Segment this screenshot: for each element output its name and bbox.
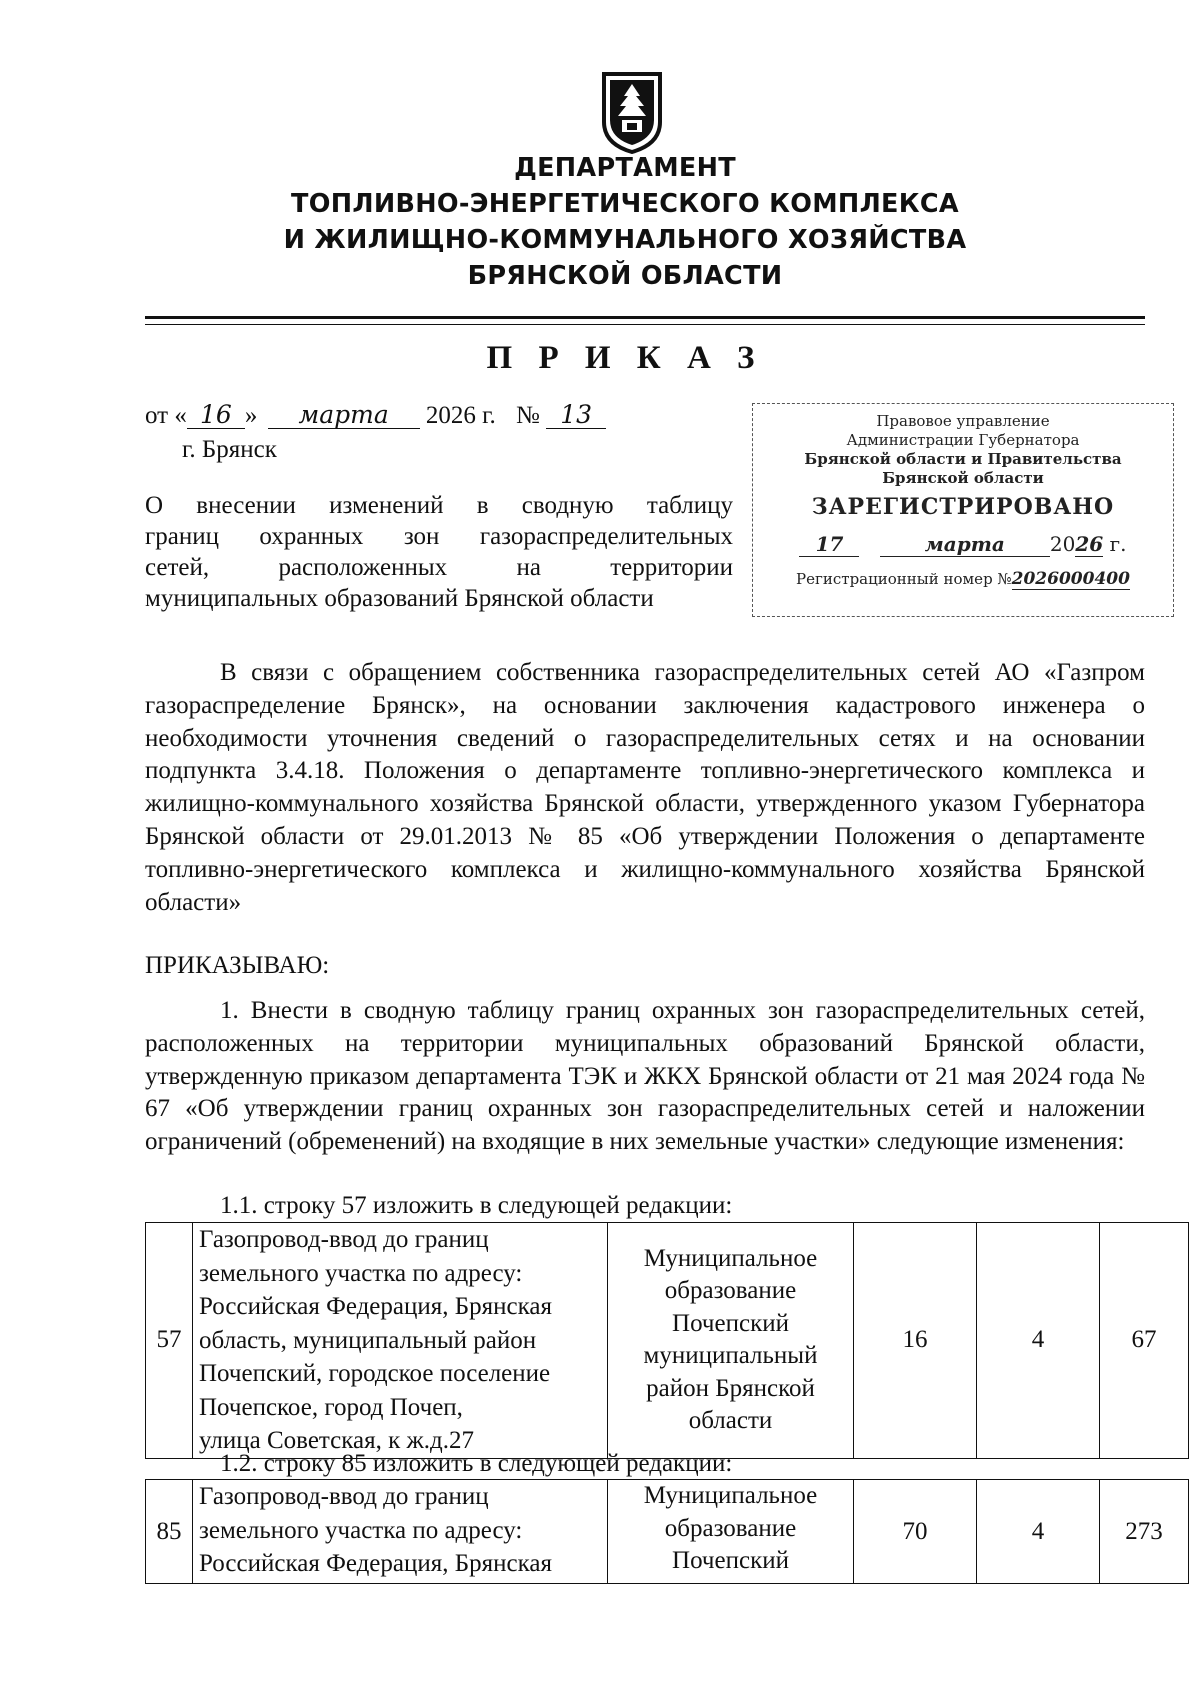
address-line: Почепский, городское поселение	[199, 1360, 551, 1387]
stamp-day: 17	[799, 532, 859, 557]
address-cell	[193, 1223, 608, 1459]
item-1-2-heading: 1.2. строку 85 изложить в следующей редакции:	[220, 1450, 733, 1477]
subject-line-1: О внесении изменений в сводную таблицу	[145, 492, 733, 519]
row-number-cell: 57	[146, 1223, 193, 1459]
address-cell	[193, 1480, 608, 1584]
department-name	[200, 150, 1050, 294]
department-line-1: ДЕПАРТАМЕНТ	[514, 153, 736, 183]
municipality-cell	[608, 1480, 854, 1584]
stamp-year-unit: г.	[1109, 532, 1127, 556]
stamp-reg-number-line	[753, 569, 1173, 590]
order-number: 13	[546, 402, 606, 429]
value-cell-c: 67	[1100, 1223, 1189, 1459]
stamp-status: ЗАРЕГИСТРИРОВАНО	[811, 494, 1115, 520]
value-cell-a: 70	[854, 1480, 977, 1584]
order-day-close: »	[244, 402, 258, 429]
address-line: Газопровод-ввод до границ	[199, 1483, 489, 1510]
order-year: 2026 г.	[425, 402, 496, 429]
municipality-line: образование	[664, 1514, 797, 1542]
stamp-reg-number: 2026000400	[1011, 569, 1130, 589]
preamble-paragraph	[145, 657, 1145, 919]
table-row	[146, 1480, 1189, 1584]
department-line-3: И ЖИЛИЩНО-КОММУНАЛЬНОГО ХОЗЯЙСТВА	[283, 225, 967, 255]
address-line: земельного участка по адресу:	[199, 1259, 523, 1287]
address-line: область, муниципальный район	[199, 1326, 537, 1354]
value-cell-b: 4	[977, 1480, 1100, 1584]
municipality-line: Почепский	[672, 1547, 789, 1574]
address-line: Российская Федерация, Брянская	[199, 1293, 552, 1320]
stamp-date	[753, 532, 1173, 557]
item-1-paragraph	[145, 995, 1145, 1159]
item-1-1-heading: 1.1. строку 57 изложить в следующей редакции:	[220, 1192, 733, 1219]
order-day: 16	[187, 402, 245, 429]
stamp-line-3: Брянской области и Правительства	[804, 450, 1122, 468]
order-date-line	[145, 402, 606, 430]
value-cell-c: 273	[1100, 1480, 1189, 1584]
row-57-table	[145, 1222, 1189, 1459]
stamp-month: марта	[880, 532, 1050, 557]
stamp-line-2: Администрации Губернатора	[846, 431, 1080, 449]
header-rule-thin	[145, 324, 1145, 325]
municipality-line: образование	[664, 1277, 797, 1305]
registration-stamp	[752, 403, 1174, 617]
table-row	[146, 1223, 1189, 1459]
stamp-reg-label: Регистрационный номер №	[796, 570, 1012, 588]
coat-of-arms-emblem	[600, 70, 664, 154]
stamp-line-1: Правовое управление	[876, 412, 1050, 430]
municipality-line: район Брянской	[646, 1374, 815, 1402]
order-subject	[145, 490, 733, 614]
document-title: П Р И К А З	[486, 340, 764, 376]
municipality-cell	[608, 1223, 854, 1459]
stamp-year-suffix: 26	[1075, 532, 1104, 556]
header-rule-thick	[145, 316, 1145, 319]
stamp-line-4: Брянской области	[882, 469, 1044, 487]
department-line-2: ТОПЛИВНО-ЭНЕРГЕТИЧЕСКОГО КОМПЛЕКСА	[291, 189, 959, 219]
subject-line-4: муниципальных образований Брянской области	[145, 585, 654, 612]
value-cell-a: 16	[854, 1223, 977, 1459]
address-line: Газопровод-ввод до границ	[199, 1226, 489, 1253]
address-line: Российская Федерация, Брянская	[199, 1550, 552, 1577]
order-city: г. Брянск	[182, 436, 277, 463]
directive-label: ПРИКАЗЫВАЮ:	[145, 952, 330, 979]
address-line: улица Советская, к ж.д.27	[199, 1427, 474, 1454]
stamp-year-prefix: 20	[1049, 532, 1076, 556]
row-number-cell: 85	[146, 1480, 193, 1584]
subject-line-2: границ охранных зон газораспределительных	[145, 523, 733, 550]
order-number-label: №	[516, 402, 540, 429]
value-cell-b: 4	[977, 1223, 1100, 1459]
municipality-line: муниципальный	[643, 1342, 818, 1370]
item-1-text: 1. Внести в сводную таблицу границ охранных зон газораспределительных сетей, расположенных на территории муниципальных образований Брянской области, утвержденную приказом департамента ТЭК и ЖКХ Брянской области от 21 мая 2024 года № 67 «Об утверждении границ охранных зон газораспределительных сетей и наложении ограничений (обременений) на входящие в них земельные участки» следующие изменения:	[145, 997, 1145, 1156]
municipality-line: Муниципальное	[643, 1244, 818, 1272]
municipality-line: области	[688, 1407, 773, 1435]
department-line-4: БРЯНСКОЙ ОБЛАСТИ	[467, 261, 783, 291]
preamble-text: В связи с обращением собственника газораспределительных сетей АО «Газпром газораспределение Брянск», на основании заключения кадастрового инженера о необходимости уточнения сведений о газораспределительных сетях и на основании подпункта 3.4.18. Положения о департаменте топливно-энергетического комплекса и жилищно-коммунального хозяйства Брянской области, утвержденного указом Губернатора Брянской области от 29.01.2013 № 85 «Об утверждении Положения о департаменте топливно-энергетического комплекса и жилищно-коммунального хозяйства Брянской области»	[145, 659, 1145, 916]
order-month: марта	[268, 402, 420, 429]
municipality-line: Почепский	[672, 1309, 789, 1337]
municipality-line: Муниципальное	[643, 1482, 818, 1509]
address-line: Почепское, город Почеп,	[199, 1393, 463, 1421]
order-date-prefix: от «	[145, 402, 187, 429]
subject-line-3: сетей, расположенных на территории	[145, 554, 733, 581]
row-85-table	[145, 1479, 1189, 1584]
address-line: земельного участка по адресу:	[199, 1516, 523, 1544]
